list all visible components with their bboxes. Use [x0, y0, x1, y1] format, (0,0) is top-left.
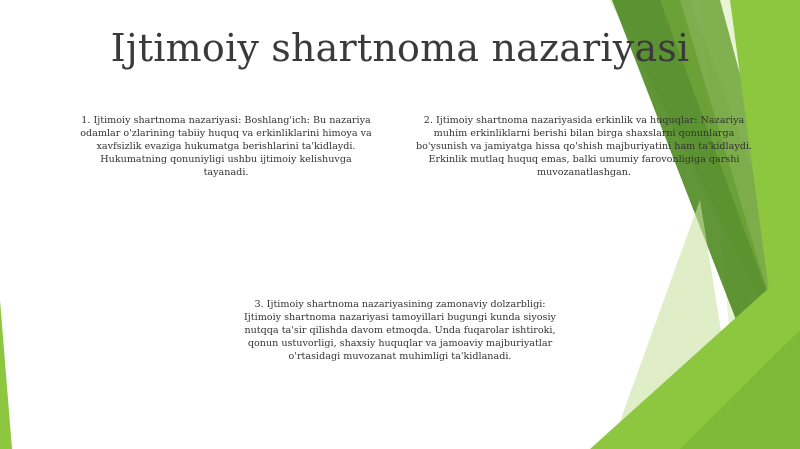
paragraph-1: 1. Ijtimoiy shartnoma nazariyasi: Boshlang'ich: Bu nazariya odamlar o'zlarining tabiiy huquq va erkinliklarini himoya va xavfsizlik evaziga hukumatga berishlarini ta'kidlaydi. Hukumatning qonuniyligi ushbu ijtimoiy kelishuvga tayanadi. — [80, 115, 372, 178]
paragraph-3: 3. Ijtimoiy shartnoma nazariyasining zamonaviy dolzarbligi: Ijtimoiy shartnoma nazariyasi tamoyillari bugungi kunda siyosiy nutqqa ta'sir qilishda davom etmoqda. Unda fuqarolar ishtiroki, qonun ustuvorligi, shaxsiy huquqlar va jamoaviy majburiyatlar o'rtasidagi muvozanat muhimligi ta'kidlanadi. — [244, 299, 556, 362]
paragraph-2: 2. Ijtimoiy shartnoma nazariyasida erkinlik va huquqlar: Nazariya muhim erkinliklarni berishi bilan birga shaxslarni qonunlarga bo'ysunish va jamiyatga hissa qo'shish majburiyatini ham ta'kidlaydi. Erkinlik mutlaq huquq emas, balki umumiy farovonligiga qarshi muvozanatlashgan. — [415, 115, 753, 178]
slide-title: Ijtimoiy shartnoma nazariyasi — [110, 26, 690, 70]
left-green-sliver — [0, 300, 12, 449]
